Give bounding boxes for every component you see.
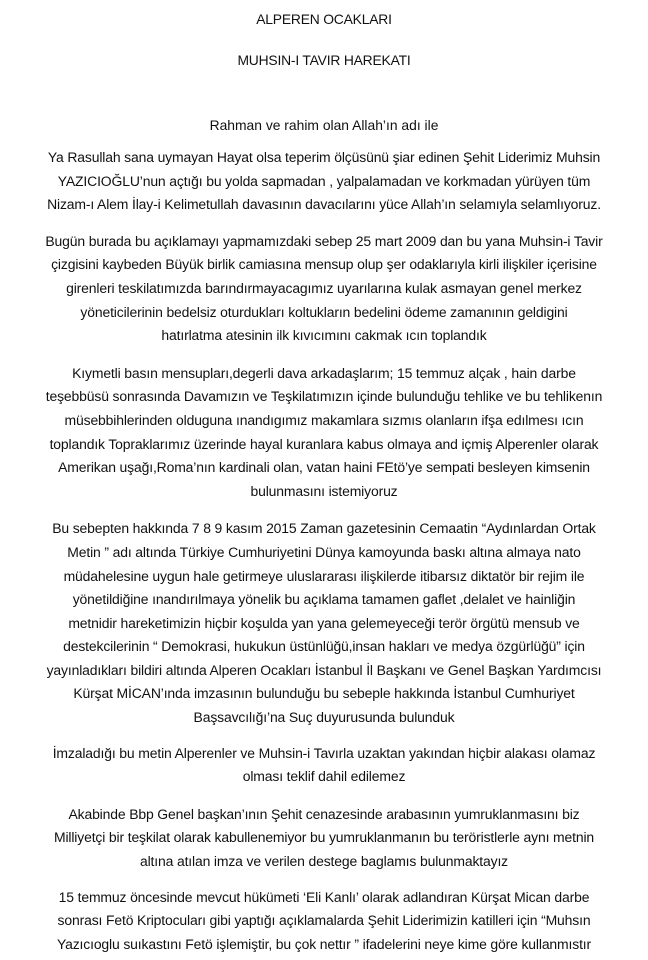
paragraph-2 <box>25 230 623 348</box>
paragraph-3 <box>25 362 623 504</box>
paragraph-6 <box>25 803 623 874</box>
text-line: Amerikan uşağı,Roma’nın kardinali olan, vatan haini FEtö’ye sempati besleyen kimsenin <box>58 459 590 476</box>
text-line: Yazıcıoglu suıkastını Fetö işlemiştir, bu çok nettır ” ifadelerini neye kime göre kullanmıstır <box>56 935 592 952</box>
movement-title: MUHSIN-I TAVIR HAREKATI <box>237 52 411 68</box>
text-line: girenleri teskilatımızda barındırmayacagımız uyarılarına kulak asmayan genel merkez <box>66 279 582 296</box>
text-line: Kıymetli basın mensupları,degerli dava arkadaşlarım; 15 temmuz alçak , hain darbe <box>72 364 576 381</box>
text-line: sonrası Fetö Kriptocuları gibi yaptığı açıklamalarda Şehit Liderimizin katilleri için “Muhsın <box>57 912 591 929</box>
text-line: müdahelesine uygun hale getirmeye uluslararası ilişkilerde itibarsız diktatör bir rejim ile <box>63 567 585 584</box>
paragraph-1 <box>25 146 623 217</box>
text-line: altına atılan imza ve verilen destege baglamıs bulunmaktayız <box>139 853 509 870</box>
text-line: YAZICIOĞLU’nun açtığı bu yolda sapmadan , yalpalamadan ve korkmadan yürüyen tüm <box>57 172 591 189</box>
paragraph-5 <box>25 742 623 789</box>
text-line: bulunmasını istemiyoruz <box>250 482 398 499</box>
text-line: yöneticilerinin bedelsiz oturdukları koltukların bedelini ödeme zamanının geldigini <box>80 303 568 320</box>
text-line: çizgisini kaybeden Büyük birlik camiasına mensup olup şer odaklarıyla kirli ilişkiler içerisine <box>51 256 597 273</box>
text-line: Kürşat MİCAN’ında imzasının bulunduğu bu sebeple hakkında İstanbul Cumhuriyet <box>73 685 575 702</box>
text-line: Metin ” adı altında Türkiye Cumhuriyetini Dünya kamoyunda baskı altına almaya nato <box>67 543 581 560</box>
text-line: Milliyetçi bir teşkilat olarak kabullenemiyor bu yumruklanmanın bu teröristlerle aynı metnin <box>53 829 595 846</box>
paragraph-7 <box>25 886 623 957</box>
text-line: yönetildiğine ınandırılmaya yönelik bu açıklama tamamen gaflet ,delalet ve hainliğin <box>72 591 576 608</box>
text-line: teşebbüsü sonrasında Davamızın ve Teşkilatımızın içinde bulunduğu tehlike ve bu tehlikenın <box>45 388 603 405</box>
text-line: Ya Rasullah sana uymayan Hayat olsa teperim ölçüsünü şiar edinen Şehit Liderimiz Muhsin <box>47 149 601 165</box>
text-line: Bu sebepten hakkında 7 8 9 kasım 2015 Zaman gazetesinin Cemaatin “Aydınlardan Ortak <box>52 520 596 537</box>
text-line: müsebbihlerinden olduguna ınandıgımız makamlara sızmıs olanların ifşa edılmesı ıcın <box>64 411 584 428</box>
organization-title: ALPEREN OCAKLARI <box>256 11 392 27</box>
text-line: Nizam-ı Alem İlay-i Kelimetullah davasının davacılarını yüce Allah’ın selamıyla selamlıyoruz. <box>47 196 601 213</box>
text-line: destekcilerinin “ Demokrasi, hukukun üstünlüğü,insan hakları ve medya özgürlüğü” için <box>63 638 585 655</box>
text-line: İmzaladığı bu metin Alperenler ve Muhsin-i Tavırla uzaktan yakından hiçbir alakası olamaz <box>52 744 596 761</box>
text-line: 15 temmuz öncesinde mevcut hükümeti ‘Eli Kanlı’ olarak adlandıran Kürşat Mican darbe <box>58 888 590 905</box>
text-line: yayınladıkları bildiri altında Alperen Ocakları İstanbul İl Başkanı ve Genel Başkan Yardımcısı <box>46 661 602 678</box>
text-line: toplandık Topraklarımız üzerinde hayal kuranlara kabus olmaya and içmiş Alperenler olarak <box>49 435 599 452</box>
text-line: hatırlatma atesinin ilk kıvıcımını cakmak ıcın toplandık <box>161 327 487 344</box>
document-page <box>3 0 645 960</box>
text-line: olması teklif dahil edilemez <box>242 768 406 785</box>
salutation: Rahman ve rahim olan Allah’ın adı ile <box>209 117 439 133</box>
text-line: Başsavcılığı’na Suç duyurusunda bulunduk <box>193 709 455 726</box>
paragraph-4 <box>25 517 623 729</box>
text-line: Akabinde Bbp Genel başkan’ının Şehit cenazesinde arabasının yumruklanmasını biz <box>68 805 580 822</box>
text-line: Bugün burada bu açıklamayı yapmamızdaki sebep 25 mart 2009 dan bu yana Muhsin-i Tavir <box>45 232 603 249</box>
text-line: metnidir hareketimizin hiçbir koşulda yan yana gelemeyeceği terör örgütü mensub ve <box>68 614 580 631</box>
